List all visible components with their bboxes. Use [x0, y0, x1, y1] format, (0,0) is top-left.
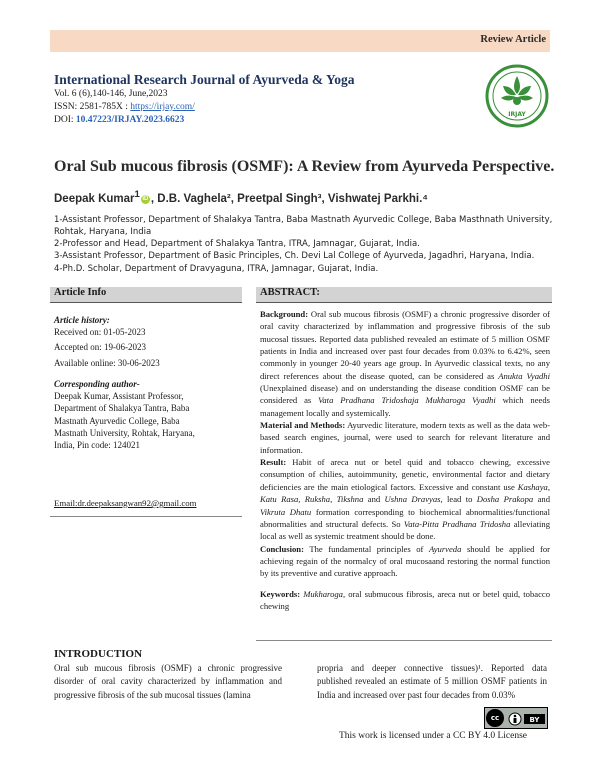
introduction-col2: propria and deeper connective tissues)¹. Reported data published revealed an estimate of 5 million OSMF patients in India and increased over past four decades from 0.03%: [317, 663, 547, 700]
corresponding-author: [54, 378, 195, 451]
article-type-label: Review Article: [480, 34, 546, 45]
header-band: [50, 30, 550, 52]
orcid-icon[interactable]: iD: [142, 195, 149, 202]
abstract-background: Background: Oral sub mucous fibrosis (OSMF) a chronic progressive disorder of oral cavity characterized by inflammation and progressive fibrosis of the sub mucosal tissues. Reported data published revealed an estimate of 5 million OSMF patients in India and increased over past four decades from 0.03% to 6.42%, seen commonly in younger 20-40 years age group. In Ayurvedic classical texts, no any direct references about the disease quoted, can be considered as Anukta Vyadhi (Unexplained disease) and on understanding the disease condition OSMF can be considered as Vata Pradhana Tridoshaja Mukharoga Vyadhi which needs management locally and systemically.: [260, 309, 550, 418]
corresponding-line: Mastnath University, Rohtak, Haryana,: [54, 427, 195, 438]
corresponding-line: Deepak Kumar, Assistant Professor,: [54, 391, 184, 402]
cc-by-icon: [507, 711, 547, 727]
other-authors: , D.B. Vaghela², Preetpal Singh³, Vishwatej Parkhi.⁴: [150, 192, 428, 205]
svg-text:BY: BY: [529, 716, 540, 724]
abstract-header: [256, 287, 552, 302]
corresponding-label: Corresponding author-: [54, 379, 140, 389]
article-info-heading: Article Info: [54, 287, 107, 298]
divider: [50, 302, 242, 303]
cc-license-badge[interactable]: [484, 707, 548, 729]
affiliation-line: Rohtak, Haryana, India: [54, 227, 152, 237]
divider: [256, 302, 552, 303]
license-text: This work is licensed under a CC BY 4.0 License: [338, 731, 527, 741]
abstract-body: [260, 308, 550, 612]
abstract-methods: Material and Methods: Ayurvedic literature, modern texts as well as the data web-based search engines, journal, were used to search for relevant literature and information.: [260, 420, 550, 455]
article-info-header: [50, 287, 242, 302]
affiliation-line: 3-Assistant Professor, Department of Basic Principles, Ch. Devi Lal College of Ayurveda, Jagadhri, Haryana, India.: [54, 251, 535, 261]
affiliation-line: 2-Professor and Head, Department of Shalakya Tantra, ITRA, Jamnagar, Gujarat, India.: [54, 239, 420, 249]
doi-link[interactable]: 10.47223/IRJAY.2023.6623: [75, 115, 185, 125]
accepted-date: Accepted on: 19-06-2023: [54, 342, 146, 353]
abstract-result: Result: Habit of areca nut or betel quid and tobacco chewing, excessive consumption of chilies, autoimmunity, genetic, environmental factor and dietary deficiencies are the main etiological factors. Excessive and constant use Kashaya, Katu Rasa, Ruksha, Tikshna and Ushna Dravyas, lead to Dosha Prakopa and Vikruta Dhatu formation corresponding to biochemical abnormalities/functional abnormalities and structural defects. So Vata-Pitta Pradhana Tridosha alleviating local as well as systemic treatment should be done.: [260, 457, 551, 542]
abstract-conclusion: Conclusion: The fundamental principles of Ayurveda should be applied for achieving regain of the normalcy of oral mucosaand restoring the normal function by its preventive and curative approach.: [260, 543, 550, 579]
corresponding-line: Mastnath Ayurvedic College, Baba: [54, 415, 180, 426]
email-link[interactable]: Email:dr.deepaksangwan92@gmail.com: [54, 498, 197, 508]
doi-label: DOI:: [54, 115, 76, 125]
abstract-keywords: Keywords: Mukharoga, oral submucous fibrosis, areca nut or betel quid, tobacco chewing: [260, 588, 550, 611]
cc-icon: cc: [486, 709, 504, 727]
journal-logo: [485, 64, 549, 128]
journal-title: International Research Journal of Ayurveda & Yoga: [54, 72, 355, 87]
history-label: Article history:: [54, 315, 110, 325]
divider: [50, 516, 242, 517]
divider: [256, 640, 552, 641]
received-date: Received on: 01-05-2023: [54, 327, 146, 338]
journal-doi: [54, 115, 184, 125]
introduction-col1: Oral sub mucous fibrosis (OSMF) a chronic progressive disorder of oral cavity characterized by inflammation and progressive fibrosis of the sub mucosal tissues (lamina: [54, 663, 282, 700]
affiliation-line: 4-Ph.D. Scholar, Department of Dravyaguna, ITRA, Jamnagar, Gujarat, India.: [54, 264, 379, 274]
first-author-sup: 1: [134, 189, 140, 200]
available-date: Available online: 30-06-2023: [54, 357, 160, 368]
affiliation-line: 1-Assistant Professor, Department of Shalakya Tantra, Baba Mastnath Ayurvedic College, Baba Masthnath University,: [54, 215, 553, 225]
first-author: Deepak Kumar: [54, 192, 135, 205]
logo-text: IRJAY: [508, 111, 526, 118]
journal-volume: Vol. 6 (6),140-146, June,2023: [54, 89, 168, 99]
corresponding-line: Department of Shalakya Tantra, Baba: [54, 403, 190, 414]
journal-website-link[interactable]: https://irjay.com/: [130, 102, 195, 112]
abstract-heading: ABSTRACT:: [260, 287, 320, 298]
paper-title: Oral Sub mucous fibrosis (OSMF): A Review from Ayurveda Perspective.: [54, 158, 555, 175]
introduction-heading: INTRODUCTION: [54, 648, 143, 660]
issn-label: ISSN: 2581-785X :: [54, 102, 131, 112]
author-list: [54, 189, 428, 205]
corresponding-line: India, Pin code: 124021: [54, 440, 140, 451]
journal-issn: [54, 102, 195, 112]
article-history: [54, 314, 160, 369]
